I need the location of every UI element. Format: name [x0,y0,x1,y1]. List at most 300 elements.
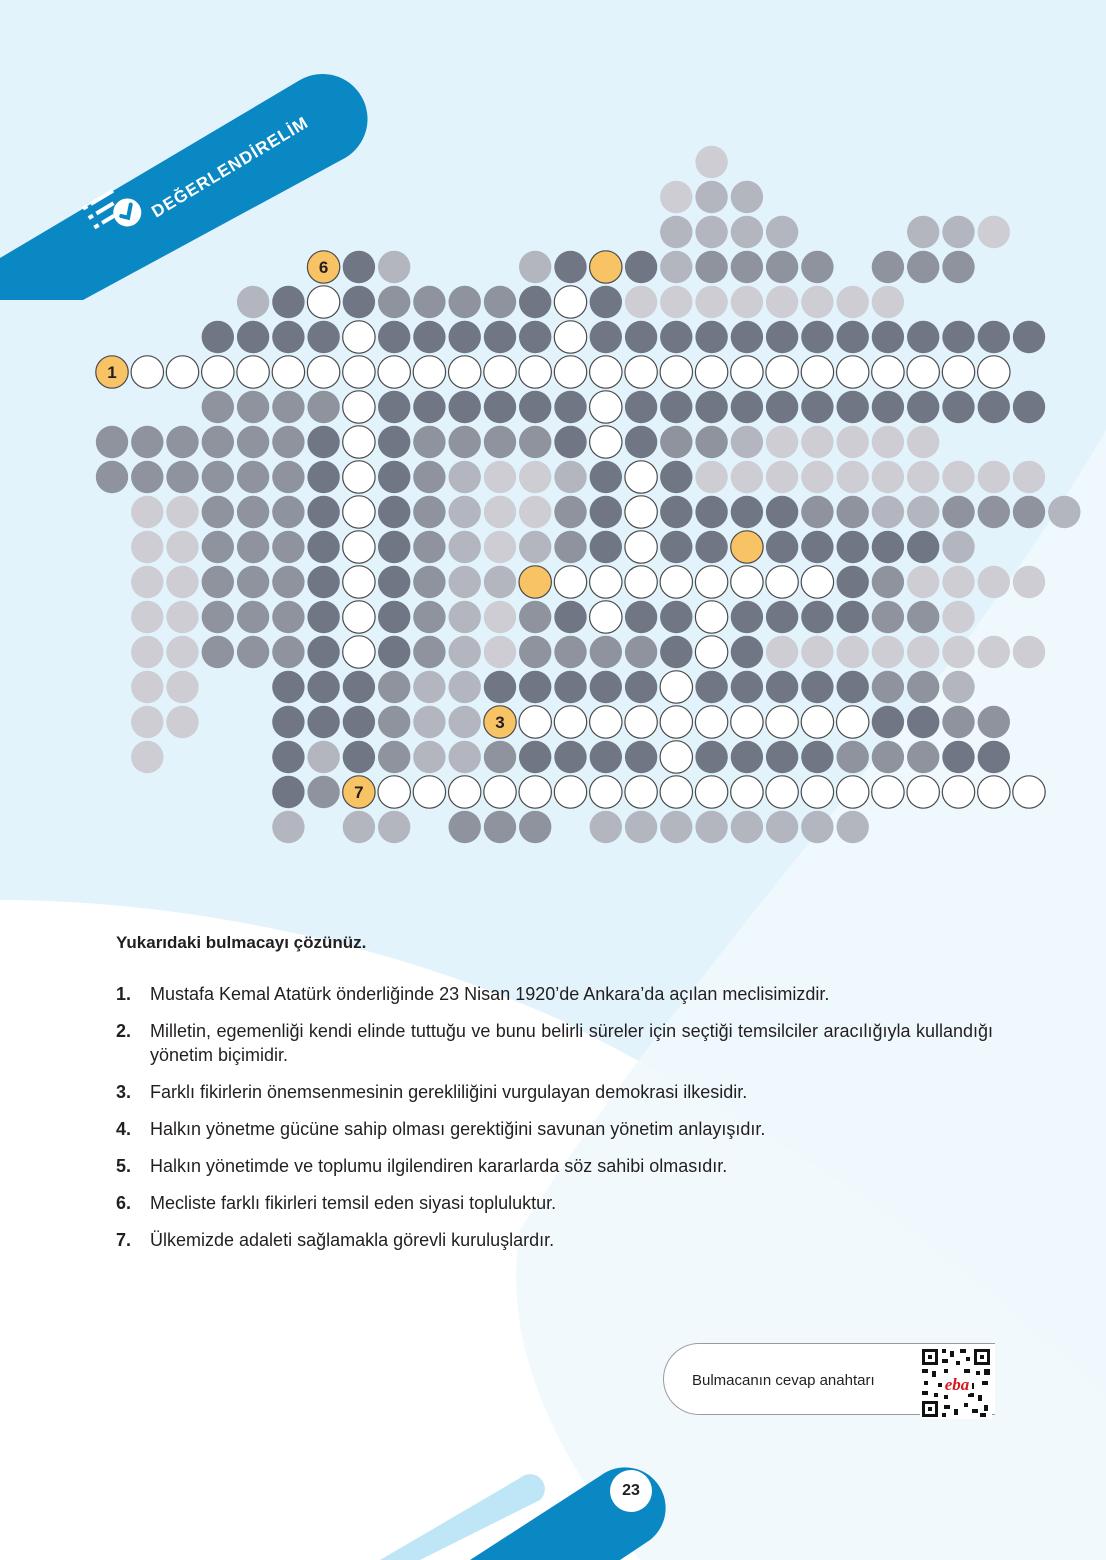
clue-text: Halkın yönetme gücüne sahip olması gerektiğini savunan yönetim anlayışıdır. [150,1119,766,1139]
answer-key-label: Bulmacanın cevap anahtarı [692,1372,875,1389]
answer-cell[interactable] [343,496,375,528]
answer-cell[interactable] [590,426,622,458]
map-dot [978,391,1010,423]
map-dot [413,566,445,598]
answer-cell[interactable] [731,706,763,738]
map-dot [625,601,657,633]
clue-item [116,1117,993,1141]
map-dot [766,461,798,493]
map-dot [449,566,481,598]
map-dot [307,566,339,598]
map-dot [519,741,551,773]
answer-cell[interactable] [554,706,586,738]
map-dot [942,566,974,598]
answer-cell[interactable] [942,356,974,388]
clue-item [116,1228,993,1252]
answer-cell[interactable] [590,356,622,388]
answer-cell[interactable] [484,356,516,388]
map-dot [237,391,269,423]
map-dot [449,706,481,738]
map-dot [449,636,481,668]
map-dot [519,601,551,633]
map-dot [837,636,869,668]
map-dot [449,321,481,353]
clue-text: Ülkemizde adaleti sağlamakla görevli kuruluşlardır. [150,1230,555,1250]
answer-cell[interactable] [449,776,481,808]
map-dot [519,286,551,318]
answer-cell[interactable] [307,286,339,318]
map-dot [978,461,1010,493]
map-dot [625,811,657,843]
clue-number: 7. [116,1230,132,1250]
map-dot [801,636,833,668]
map-dot [590,636,622,668]
map-dot [1048,496,1080,528]
map-dot [484,671,516,703]
answer-cell[interactable] [766,706,798,738]
clue-number-marker [731,531,763,563]
answer-cell[interactable] [801,356,833,388]
map-dot [801,426,833,458]
map-dot [801,496,833,528]
map-dot [837,741,869,773]
map-dot [166,601,198,633]
map-dot [449,496,481,528]
map-dot [942,671,974,703]
map-dot [590,531,622,563]
clue-text: Milletin, egemenliği kendi elinde tuttuğu ve bunu belirli süreler için seçtiği temsilciler aracılığıyla kullandığı yönetim biçimidir. [150,1021,993,1065]
map-dot [872,321,904,353]
answer-cell[interactable] [484,776,516,808]
answer-cell[interactable] [907,776,939,808]
map-dot [484,391,516,423]
answer-cell[interactable] [590,566,622,598]
map-dot [942,636,974,668]
clue-item [116,1191,993,1215]
map-dot [307,601,339,633]
answer-cell[interactable] [801,706,833,738]
map-dot [837,811,869,843]
answer-cell[interactable] [343,356,375,388]
map-dot [272,321,304,353]
map-dot [413,741,445,773]
map-dot [378,321,410,353]
map-dot [625,321,657,353]
map-dot [307,391,339,423]
map-dot [660,251,692,283]
map-dot [343,671,375,703]
answer-cell[interactable] [413,776,445,808]
map-dot [237,461,269,493]
map-dot [978,636,1010,668]
map-dot [625,426,657,458]
answer-cell[interactable] [801,776,833,808]
map-dot [872,251,904,283]
map-dot [978,566,1010,598]
map-dot [449,811,481,843]
clue-text: Farklı fikirlerin önemsenmesinin gerekliliğini vurgulayan demokrasi ilkesidir. [150,1082,748,1102]
map-dot [590,811,622,843]
map-dot [166,531,198,563]
answer-cell[interactable] [590,776,622,808]
answer-cell[interactable] [413,356,445,388]
answer-cell[interactable] [837,706,869,738]
map-dot [166,461,198,493]
map-dot [907,426,939,458]
map-dot [449,426,481,458]
map-dot [166,636,198,668]
map-dot [837,391,869,423]
map-dot [131,566,163,598]
map-dot [872,426,904,458]
qr-code-icon[interactable] [920,1347,992,1419]
map-dot [695,811,727,843]
answer-cell[interactable] [343,391,375,423]
map-dot [942,251,974,283]
map-dot [449,601,481,633]
clue-number-label: 6 [318,258,329,277]
answer-cell[interactable] [307,356,339,388]
answer-cell[interactable] [978,356,1010,388]
map-dot [131,706,163,738]
answer-cell[interactable] [554,286,586,318]
clue-list [116,982,993,1265]
map-dot [484,321,516,353]
map-dot [801,531,833,563]
answer-cell[interactable] [978,776,1010,808]
map-dot [413,391,445,423]
answer-cell[interactable] [872,356,904,388]
map-dot [660,321,692,353]
answer-cell[interactable] [166,356,198,388]
answer-cell[interactable] [131,356,163,388]
map-dot [695,496,727,528]
map-dot [484,286,516,318]
map-dot [766,741,798,773]
answer-cell[interactable] [625,706,657,738]
answer-cell[interactable] [625,461,657,493]
map-dot [343,706,375,738]
clue-number: 3. [116,1082,132,1102]
answer-cell[interactable] [731,776,763,808]
answer-cell[interactable] [766,566,798,598]
map-dot [272,566,304,598]
answer-cell[interactable] [343,636,375,668]
answer-key-box[interactable] [663,1343,995,1415]
map-dot [731,601,763,633]
map-dot [237,496,269,528]
map-dot [237,601,269,633]
answer-cell[interactable] [1013,776,1045,808]
map-dot [731,426,763,458]
map-dot [307,426,339,458]
map-dot [625,286,657,318]
map-dot [801,286,833,318]
map-dot [413,321,445,353]
map-dot [872,461,904,493]
map-dot [554,671,586,703]
map-dot [766,811,798,843]
answer-cell[interactable] [554,566,586,598]
answer-cell[interactable] [695,776,727,808]
map-dot [625,391,657,423]
answer-cell[interactable] [343,531,375,563]
map-dot [660,461,692,493]
map-dot [449,286,481,318]
answer-cell[interactable] [801,566,833,598]
map-dot [237,321,269,353]
map-dot [554,391,586,423]
map-dot [202,461,234,493]
map-dot [307,531,339,563]
map-dot [801,391,833,423]
answer-cell[interactable] [519,356,551,388]
answer-cell[interactable] [695,566,727,598]
answer-cell[interactable] [625,776,657,808]
map-dot [237,426,269,458]
map-dot [731,671,763,703]
answer-cell[interactable] [625,566,657,598]
answer-cell[interactable] [907,356,939,388]
map-dot [1013,461,1045,493]
answer-cell[interactable] [378,356,410,388]
map-dot [1013,496,1045,528]
map-dot [131,496,163,528]
answer-cell[interactable] [837,356,869,388]
answer-cell[interactable] [343,566,375,598]
map-dot [978,706,1010,738]
answer-cell[interactable] [343,426,375,458]
map-dot [695,531,727,563]
map-dot [731,251,763,283]
answer-cell[interactable] [731,566,763,598]
answer-cell[interactable] [272,356,304,388]
map-dot [484,531,516,563]
map-dot [272,636,304,668]
map-dot [484,811,516,843]
map-dot [1013,566,1045,598]
map-dot [801,601,833,633]
map-dot [837,461,869,493]
map-dot [378,496,410,528]
map-dot [942,391,974,423]
map-dot [484,741,516,773]
map-dot [590,321,622,353]
map-dot [695,391,727,423]
map-dot [766,531,798,563]
map-dot [202,426,234,458]
answer-cell[interactable] [590,706,622,738]
map-dot [343,811,375,843]
map-dot [731,811,763,843]
map-dot [554,461,586,493]
instruction: Yukarıdaki bulmacayı çözünüz. [116,933,367,952]
clue-number: 6. [116,1193,132,1213]
answer-cell[interactable] [942,776,974,808]
map-dot [590,496,622,528]
map-dot [166,496,198,528]
map-dot [519,426,551,458]
map-dot [872,601,904,633]
map-dot [378,601,410,633]
answer-cell[interactable] [237,356,269,388]
map-dot [660,426,692,458]
map-dot [166,671,198,703]
map-dot [907,566,939,598]
clue-text: Mecliste farklı fikirleri temsil eden siyasi topluluktur. [150,1193,557,1213]
map-dot [660,391,692,423]
map-dot [731,181,763,213]
clue-item [116,1154,993,1178]
map-dot [237,286,269,318]
map-dot [307,776,339,808]
clue-number-marker [519,566,551,598]
map-dot [695,426,727,458]
map-dot [1013,321,1045,353]
map-dot [166,706,198,738]
map-dot [872,741,904,773]
map-dot [519,461,551,493]
map-dot [554,496,586,528]
map-dot [484,636,516,668]
map-dot [449,461,481,493]
map-dot [413,496,445,528]
answer-cell[interactable] [590,601,622,633]
map-dot [942,531,974,563]
answer-cell[interactable] [343,461,375,493]
map-dot [519,251,551,283]
answer-cell[interactable] [695,356,727,388]
map-dot [378,391,410,423]
answer-cell[interactable] [202,356,234,388]
map-dot [131,636,163,668]
map-dot [731,391,763,423]
map-dot [660,811,692,843]
map-dot [449,671,481,703]
answer-cell[interactable] [343,601,375,633]
map-dot [413,671,445,703]
answer-cell[interactable] [660,776,692,808]
map-dot [907,496,939,528]
map-dot [272,776,304,808]
map-dot [766,321,798,353]
map-dot [237,566,269,598]
map-dot [378,426,410,458]
map-dot [519,391,551,423]
answer-cell[interactable] [766,356,798,388]
map-dot [272,286,304,318]
clue-number-label: 3 [495,713,505,732]
map-dot [766,671,798,703]
map-dot [695,146,727,178]
answer-cell[interactable] [343,321,375,353]
map-dot [801,321,833,353]
map-dot [695,741,727,773]
map-dot [131,671,163,703]
answer-cell[interactable] [695,636,727,668]
map-dot [942,321,974,353]
answer-cell[interactable] [660,741,692,773]
map-dot [978,496,1010,528]
map-dot [660,601,692,633]
map-dot [519,636,551,668]
map-dot [695,461,727,493]
map-dot [413,461,445,493]
map-dot [872,496,904,528]
map-dot [695,286,727,318]
map-dot [519,321,551,353]
answer-cell[interactable] [660,356,692,388]
answer-cell[interactable] [660,706,692,738]
map-dot [590,741,622,773]
map-dot [942,601,974,633]
answer-cell[interactable] [837,776,869,808]
answer-cell[interactable] [590,391,622,423]
map-dot [378,741,410,773]
answer-cell[interactable] [660,671,692,703]
map-dot [907,461,939,493]
map-dot [307,321,339,353]
answer-cell[interactable] [625,531,657,563]
answer-cell[interactable] [660,566,692,598]
map-dot [978,321,1010,353]
map-dot [978,741,1010,773]
map-dot [590,461,622,493]
map-dot [272,531,304,563]
answer-cell[interactable] [766,776,798,808]
map-dot [413,636,445,668]
map-dot [519,496,551,528]
clue-text: Halkın yönetimde ve toplumu ilgilendiren kararlarda söz sahibi olmasıdır. [150,1156,728,1176]
map-dot [837,426,869,458]
answer-cell[interactable] [695,601,727,633]
answer-cell[interactable] [519,706,551,738]
map-dot [272,706,304,738]
map-dot [872,636,904,668]
answer-cell[interactable] [449,356,481,388]
answer-cell[interactable] [695,706,727,738]
map-dot [519,531,551,563]
clue-item [116,982,993,1006]
map-dot [731,321,763,353]
answer-cell[interactable] [872,776,904,808]
map-dot [307,706,339,738]
map-dot [166,426,198,458]
answer-cell[interactable] [625,356,657,388]
map-dot [378,251,410,283]
answer-cell[interactable] [378,776,410,808]
map-dot [378,671,410,703]
answer-cell[interactable] [554,321,586,353]
answer-cell[interactable] [731,356,763,388]
map-dot [413,706,445,738]
map-dot [378,461,410,493]
map-dot [554,601,586,633]
answer-cell[interactable] [554,356,586,388]
map-dot [660,636,692,668]
map-dot [96,426,128,458]
answer-cell[interactable] [625,496,657,528]
map-dot [131,741,163,773]
map-dot [484,566,516,598]
clue-number: 2. [116,1021,132,1041]
map-dot [484,426,516,458]
answer-cell[interactable] [554,776,586,808]
map-dot [766,496,798,528]
map-dot [907,531,939,563]
answer-cell[interactable] [519,776,551,808]
map-dot [307,496,339,528]
